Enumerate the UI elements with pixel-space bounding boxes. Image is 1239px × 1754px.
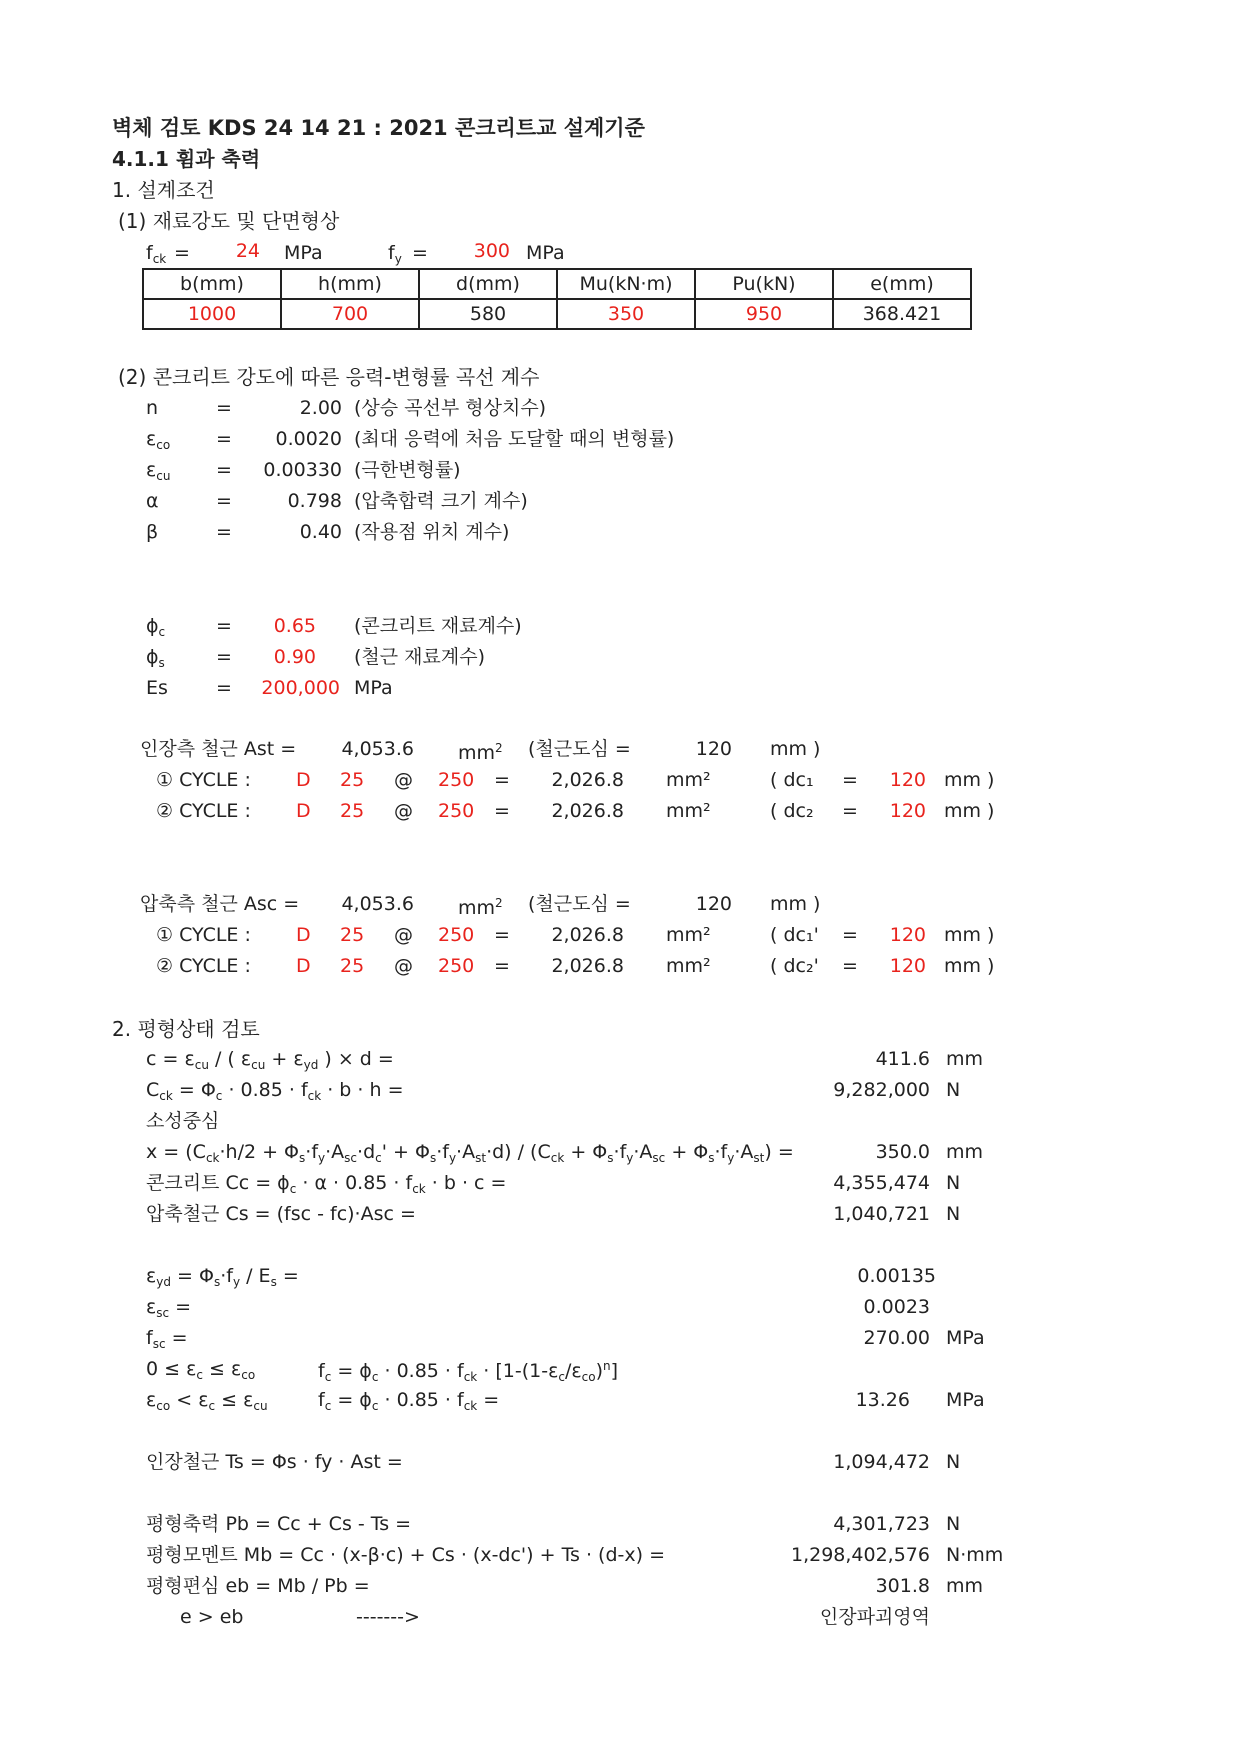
table-cell-h: 700: [281, 299, 419, 329]
coef-ecu-value: 0.00330: [263, 459, 342, 481]
dc-equals: =: [842, 769, 858, 791]
x-formula: $x = (C_{ck}\cdot h/2 + \Phi_s\cdot f_y\cdot A_{sc}\cdot d_c' + \Phi_s\cdot f_y\cdot A_{st}\cdot d) / (C_{ck} + \Phi_s\cdot f_y\cdot A_{sc} + \Phi_s\cdot f_y\cdot A_{st})$ =: [146, 1141, 794, 1165]
plastic-centroid-label: 소성중심: [146, 1110, 220, 1132]
coef-heading: (2) 콘크리트 강도에 따른 응력-변형률 곡선 계수: [118, 365, 540, 389]
dc-value: 120: [889, 800, 926, 822]
bar-diameter: 25: [340, 955, 365, 977]
dc-equals: =: [842, 955, 858, 977]
cck-formula: $C_{ck} = \Phi_c \cdot 0.85 \cdot f_{ck} \cdot b \cdot h$ =: [146, 1079, 404, 1103]
compression-cover-value: 120: [695, 893, 732, 915]
row-equals: =: [494, 769, 510, 791]
dc-unit: mm ): [944, 800, 995, 822]
fy-value: 300: [473, 240, 510, 262]
phi-s-value: 0.90: [273, 646, 316, 668]
ts-formula: 인장철근 Ts = Φs · fy · Ast =: [146, 1451, 403, 1473]
eb-unit: mm: [946, 1575, 984, 1597]
dc-unit: mm ): [944, 924, 995, 946]
phi-s-symbol: $\phi_s$: [146, 646, 165, 670]
pb-formula: 평형축력 Pb = Cc + Cs - Ts =: [146, 1513, 412, 1535]
cc-value: 4,355,474: [833, 1172, 930, 1194]
balance-heading: 2. 평형상태 검토: [112, 1017, 260, 1041]
fy-label: $f_y$: [388, 242, 402, 266]
phi-s-equals: =: [216, 646, 232, 668]
bar-spacing: 250: [438, 800, 475, 822]
mb-value: 1,298,402,576: [790, 1544, 930, 1566]
table-header-cell: h(mm): [281, 269, 419, 299]
pb-value: 4,301,723: [833, 1513, 930, 1535]
bar-spacing: 250: [438, 924, 475, 946]
es-unit: MPa: [354, 677, 393, 699]
mb-unit: N·mm: [946, 1544, 1004, 1566]
coef-alpha-value: 0.798: [287, 490, 342, 512]
fc-formula-1: $f_c = \phi_c \cdot 0.85 \cdot f_{ck} \cdot [1-(1-\varepsilon_c/\varepsilon_{co})^n]$: [318, 1359, 619, 1384]
dc-value: 120: [889, 924, 926, 946]
dc-value: 120: [889, 769, 926, 791]
phi-s-desc: (철근 재료계수): [354, 646, 485, 668]
fy-unit: MPa: [526, 242, 565, 264]
tension-steel-unit: $mm^2$: [458, 741, 503, 764]
bar-diameter: 25: [340, 769, 365, 791]
coef-ecu-equals: =: [216, 459, 232, 481]
fc-value: 13.26: [855, 1389, 910, 1411]
tension-cover-label: (철근도심 =: [528, 738, 631, 760]
dc-equals: =: [842, 800, 858, 822]
coef-alpha-desc: (압축합력 크기 계수): [354, 490, 528, 512]
bar-type: D: [296, 955, 311, 977]
table-cell-b: 1000: [143, 299, 281, 329]
coef-beta-desc: (작용점 위치 계수): [354, 521, 510, 543]
eb-formula: 평형편심 eb = Mb / Pb =: [146, 1575, 370, 1597]
fck-value: 24: [235, 240, 260, 262]
page-title: 벽체 검토 KDS 24 14 21 : 2021 콘크리트교 설계기준: [112, 116, 645, 140]
at-symbol: @: [394, 924, 413, 946]
pb-unit: N: [946, 1513, 961, 1535]
fck-label: $f_{ck}$: [146, 242, 167, 266]
fc-unit: MPa: [946, 1389, 985, 1411]
row-equals: =: [494, 800, 510, 822]
ts-unit: N: [946, 1451, 961, 1473]
phi-c-desc: (콘크리트 재료계수): [354, 615, 522, 637]
eyd-value: 0.00135: [857, 1265, 936, 1287]
coef-n-symbol: n: [146, 397, 159, 419]
mb-formula: 평형모멘트 Mb = Cc · (x-β·c) + Cs · (x-dc') + Ts · (d-x) =: [146, 1544, 665, 1566]
coef-beta-symbol: β: [146, 521, 159, 543]
coef-eco-desc: (최대 응력에 처음 도달할 때의 변형률): [354, 428, 675, 450]
cs-value: 1,040,721: [833, 1203, 930, 1225]
bar-diameter: 25: [340, 924, 365, 946]
at-symbol: @: [394, 800, 413, 822]
cycle-label: ② CYCLE :: [156, 955, 251, 977]
table-cell-d: 580: [419, 299, 557, 329]
eccentricity-comparison: e > eb: [180, 1606, 244, 1628]
dc-label: ( dc₁: [770, 769, 814, 791]
table-row: [143, 299, 971, 329]
dc-label: ( dc₂': [770, 955, 819, 977]
coef-ecu-desc: (극한변형률): [354, 459, 461, 481]
cycle-label: ① CYCLE :: [156, 924, 251, 946]
fck-equals: =: [174, 242, 190, 264]
phi-c-symbol: $\phi_c$: [146, 615, 166, 639]
bar-area-unit: mm²: [666, 955, 711, 977]
esc-formula: $\varepsilon_{sc}$ =: [146, 1296, 192, 1320]
bar-type: D: [296, 800, 311, 822]
esc-value: 0.0023: [863, 1296, 930, 1318]
strain-range-1: $0 \le \varepsilon_c \le \varepsilon_{co}$: [146, 1358, 256, 1382]
bar-diameter: 25: [340, 800, 365, 822]
at-symbol: @: [394, 769, 413, 791]
cck-unit: N: [946, 1079, 961, 1101]
dc-label: ( dc₁': [770, 924, 819, 946]
cs-unit: N: [946, 1203, 961, 1225]
table-header-cell: Mu(kN·m): [557, 269, 695, 299]
x-value: 350.0: [875, 1141, 930, 1163]
bar-spacing: 250: [438, 955, 475, 977]
coef-alpha-equals: =: [216, 490, 232, 512]
bar-area: 2,026.8: [551, 769, 624, 791]
compression-steel-area: 4,053.6: [341, 893, 414, 915]
tension-cover-value: 120: [695, 738, 732, 760]
compression-cover-unit: mm ): [770, 893, 821, 915]
section-table: [142, 268, 972, 330]
x-unit: mm: [946, 1141, 984, 1163]
row-equals: =: [494, 955, 510, 977]
coef-eco-equals: =: [216, 428, 232, 450]
compression-cover-label: (철근도심 =: [528, 893, 631, 915]
material-heading: (1) 재료강도 및 단면형상: [118, 209, 340, 233]
coef-eco-value: 0.0020: [275, 428, 342, 450]
table-header-cell: Pu(kN): [695, 269, 833, 299]
compression-steel-unit: $mm^2$: [458, 896, 503, 919]
es-value: 200,000: [261, 677, 340, 699]
bar-area-unit: mm²: [666, 800, 711, 822]
cycle-label: ① CYCLE :: [156, 769, 251, 791]
bar-spacing: 250: [438, 769, 475, 791]
table-header-cell: b(mm): [143, 269, 281, 299]
c-formula: $c = \varepsilon_{cu}$ / ( $\varepsilon_{cu} + \varepsilon_{yd}$ ) × d =: [146, 1048, 394, 1072]
fy-equals: =: [412, 242, 428, 264]
compression-steel-label: 압축측 철근 Asc =: [140, 893, 300, 915]
dc-value: 120: [889, 955, 926, 977]
cc-formula: 콘크리트 $Cc = \phi_c \cdot \alpha \cdot 0.85 \cdot f_{ck} \cdot b \cdot c$ =: [146, 1172, 507, 1196]
coef-beta-equals: =: [216, 521, 232, 543]
cs-formula: 압축철근 Cs = (fsc - fc)·Asc =: [146, 1203, 416, 1225]
table-cell-e: 368.421: [833, 299, 971, 329]
fsc-value: 270.00: [863, 1327, 930, 1349]
bar-type: D: [296, 924, 311, 946]
bar-area-unit: mm²: [666, 769, 711, 791]
coef-alpha-symbol: α: [146, 490, 159, 512]
eb-value: 301.8: [875, 1575, 930, 1597]
table-cell-pu: 950: [695, 299, 833, 329]
c-unit: mm: [946, 1048, 984, 1070]
bar-area: 2,026.8: [551, 955, 624, 977]
cc-unit: N: [946, 1172, 961, 1194]
at-symbol: @: [394, 955, 413, 977]
eyd-formula: $\varepsilon_{yd} = \Phi_s\cdot f_y / E_s$ =: [146, 1265, 299, 1289]
bar-type: D: [296, 769, 311, 791]
es-symbol: Es: [146, 677, 168, 699]
tension-steel-label: 인장측 철근 Ast =: [140, 738, 297, 760]
strain-range-2: $\varepsilon_{co} < \varepsilon_c \le \varepsilon_{cu}$: [146, 1389, 268, 1413]
dc-label: ( dc₂: [770, 800, 814, 822]
tension-cover-unit: mm ): [770, 738, 821, 760]
table-header-cell: e(mm): [833, 269, 971, 299]
cck-value: 9,282,000: [833, 1079, 930, 1101]
fc-formula-2: $f_c = \phi_c \cdot 0.85 \cdot f_{ck}$ =: [318, 1389, 500, 1413]
dc-unit: mm ): [944, 955, 995, 977]
tension-steel-area: 4,053.6: [341, 738, 414, 760]
arrow-icon: ------->: [356, 1606, 420, 1628]
cycle-label: ② CYCLE :: [156, 800, 251, 822]
section-title: 4.1.1 휨과 축력: [112, 147, 261, 171]
table-header-cell: d(mm): [419, 269, 557, 299]
bar-area-unit: mm²: [666, 924, 711, 946]
bar-area: 2,026.8: [551, 800, 624, 822]
bar-area: 2,026.8: [551, 924, 624, 946]
c-value: 411.6: [875, 1048, 930, 1070]
es-equals: =: [216, 677, 232, 699]
phi-c-equals: =: [216, 615, 232, 637]
coef-beta-value: 0.40: [299, 521, 342, 543]
dc-unit: mm ): [944, 769, 995, 791]
row-equals: =: [494, 924, 510, 946]
ts-value: 1,094,472: [833, 1451, 930, 1473]
coef-ecu-symbol: $\varepsilon_{cu}$: [146, 459, 171, 483]
fsc-formula: $f_{sc}$ =: [146, 1327, 188, 1351]
coef-n-value: 2.00: [299, 397, 342, 419]
table-cell-mu: 350: [557, 299, 695, 329]
phi-c-value: 0.65: [273, 615, 316, 637]
table-header-row: [143, 269, 971, 299]
fck-unit: MPa: [284, 242, 323, 264]
coef-eco-symbol: $\varepsilon_{co}$: [146, 428, 171, 452]
dc-equals: =: [842, 924, 858, 946]
fsc-unit: MPa: [946, 1327, 985, 1349]
failure-mode-result: 인장파괴영역: [819, 1606, 930, 1628]
coef-n-equals: =: [216, 397, 232, 419]
coef-n-desc: (상승 곡선부 형상치수): [354, 397, 547, 419]
design-conditions-heading: 1. 설계조건: [112, 178, 215, 202]
